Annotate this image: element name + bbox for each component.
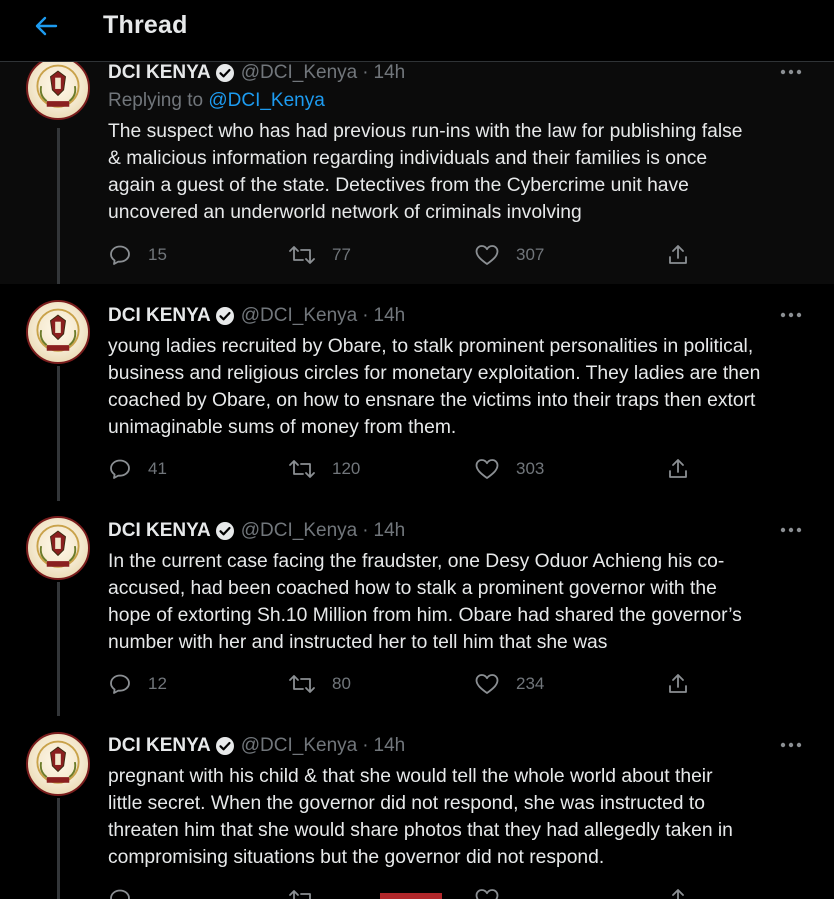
dci-emblem-icon [28, 734, 88, 794]
tweet-line: In the current case facing the fraudster, one Desy Oduor Achieng his co- [108, 551, 725, 572]
author-name[interactable]: DCI KENYA [108, 735, 211, 756]
author-name[interactable]: DCI KENYA [108, 520, 211, 541]
retweet-icon [288, 243, 316, 267]
like-button[interactable] [474, 457, 544, 481]
avatar[interactable] [26, 516, 90, 580]
like-button[interactable] [474, 887, 500, 899]
reply-icon [108, 243, 132, 267]
tweet-text [108, 548, 808, 656]
tweet[interactable] [0, 500, 834, 716]
meta-separator: · [362, 520, 369, 541]
author-handle[interactable]: @DCI_Kenya [240, 520, 358, 541]
arrow-left-icon [34, 15, 58, 37]
meta-separator: · [362, 735, 369, 756]
tweet-line: number with her and instructed her to tell him that she was [108, 632, 608, 653]
tweet[interactable] [0, 716, 834, 899]
like-count: 307 [516, 245, 545, 264]
dci-emblem-icon [28, 58, 88, 118]
tweet-actions [108, 457, 708, 481]
share-button[interactable] [666, 457, 690, 481]
tweet-line: coached by Obare, on how to ensnare the victims into their traps then extort [108, 390, 756, 411]
reply-count: 12 [148, 674, 167, 693]
heart-icon [474, 887, 500, 899]
tweet-line: business and religious circles for monetary exploitation. They ladies are then [108, 363, 761, 384]
share-button[interactable] [666, 887, 690, 899]
like-count: 234 [516, 674, 545, 693]
tweet-meta [108, 303, 405, 329]
verified-badge-icon [215, 521, 235, 541]
retweet-button[interactable] [288, 243, 351, 267]
tweet-line: young ladies recruited by Obare, to stalk prominent personalities in political, [108, 336, 754, 357]
retweet-count: 80 [332, 674, 351, 693]
more-options-button[interactable] [778, 65, 804, 79]
tweet-line: little secret. When the governor did not respond, she was instructed to [108, 793, 705, 814]
meta-separator: · [362, 62, 369, 83]
reply-button[interactable] [108, 243, 167, 267]
author-handle[interactable]: @DCI_Kenya [240, 62, 358, 83]
replying-to-link[interactable]: @DCI_Kenya [208, 90, 325, 111]
more-icon [780, 742, 802, 748]
thread-connector [57, 128, 60, 284]
share-button[interactable] [666, 672, 690, 696]
tweet[interactable] [0, 284, 834, 501]
tweet-meta [108, 733, 405, 759]
more-options-button[interactable] [778, 738, 804, 752]
dci-emblem-icon [28, 518, 88, 578]
reply-icon [108, 887, 132, 899]
tweet-time[interactable]: 14h [373, 62, 406, 83]
tweet-time[interactable]: 14h [373, 305, 406, 326]
verified-badge-icon [215, 306, 235, 326]
retweet-icon [288, 672, 316, 696]
tweet-text [108, 333, 808, 441]
tweet-line: & malicious information regarding individuals and their families is once [108, 148, 708, 169]
tweet-time[interactable]: 14h [373, 520, 406, 541]
retweet-button[interactable] [288, 672, 351, 696]
tweet-meta [108, 518, 405, 544]
tweet-time[interactable]: 14h [373, 735, 406, 756]
reply-button[interactable] [108, 887, 132, 899]
scroll-indicator[interactable] [380, 893, 442, 899]
more-options-button[interactable] [778, 523, 804, 537]
share-icon [666, 672, 690, 696]
author-name[interactable]: DCI KENYA [108, 305, 211, 326]
tweet-line: pregnant with his child & that she would tell the whole world about their [108, 766, 713, 787]
tweet-line: The suspect who has had previous run-ins with the law for publishing false [108, 121, 743, 142]
retweet-count: 120 [332, 459, 361, 478]
tweet-actions [108, 243, 708, 267]
replying-to [108, 90, 325, 112]
page-title: Thread [103, 11, 188, 39]
like-count: 303 [516, 459, 545, 478]
tweet-meta [108, 60, 405, 86]
heart-icon [474, 243, 500, 267]
more-icon [780, 312, 802, 318]
tweet[interactable] [0, 62, 834, 284]
share-icon [666, 887, 690, 899]
avatar[interactable] [26, 56, 90, 120]
like-button[interactable] [474, 243, 544, 267]
share-button[interactable] [666, 243, 690, 267]
heart-icon [474, 457, 500, 481]
verified-badge-icon [215, 63, 235, 83]
tweet-line: accused, had been coached how to stalk a prominent governor with the [108, 578, 717, 599]
share-icon [666, 457, 690, 481]
replying-to-label: Replying to [108, 90, 204, 111]
author-name[interactable]: DCI KENYA [108, 62, 211, 83]
retweet-button[interactable] [288, 887, 316, 899]
like-button[interactable] [474, 672, 544, 696]
thread-header [0, 0, 834, 62]
more-options-button[interactable] [778, 308, 804, 322]
tweet-line: compromising situations but the governor did not respond. [108, 847, 605, 868]
avatar[interactable] [26, 732, 90, 796]
avatar[interactable] [26, 300, 90, 364]
share-icon [666, 243, 690, 267]
retweet-count: 77 [332, 245, 351, 264]
reply-button[interactable] [108, 457, 167, 481]
reply-count: 41 [148, 459, 167, 478]
tweet-line: hope of extorting Sh.10 Million from him. Obare had shared the governor’s [108, 605, 742, 626]
tweet-text [108, 118, 808, 226]
tweet-line: threaten him that she would share photos that they had allegedly taken in [108, 820, 733, 841]
tweet-text [108, 763, 808, 871]
author-handle[interactable]: @DCI_Kenya [240, 305, 358, 326]
thread-connector [57, 798, 60, 899]
verified-badge-icon [215, 736, 235, 756]
heart-icon [474, 672, 500, 696]
author-handle[interactable]: @DCI_Kenya [240, 735, 358, 756]
reply-button[interactable] [108, 672, 167, 696]
tweet-line: uncovered an underworld network of criminals involving [108, 202, 582, 223]
dci-emblem-icon [28, 302, 88, 362]
more-icon [780, 69, 802, 75]
reply-count: 15 [148, 245, 167, 264]
reply-icon [108, 457, 132, 481]
tweet-actions [108, 672, 708, 696]
tweet-line: unimaginable sums of money from them. [108, 417, 457, 438]
retweet-button[interactable] [288, 457, 360, 481]
thread-connector [57, 366, 60, 501]
tweet-line: again a guest of the state. Detectives from the Cybercrime unit have [108, 175, 689, 196]
back-button[interactable] [30, 12, 62, 40]
meta-separator: · [362, 305, 369, 326]
reply-icon [108, 672, 132, 696]
thread-connector [57, 582, 60, 716]
retweet-icon [288, 887, 316, 899]
more-icon [780, 527, 802, 533]
retweet-icon [288, 457, 316, 481]
